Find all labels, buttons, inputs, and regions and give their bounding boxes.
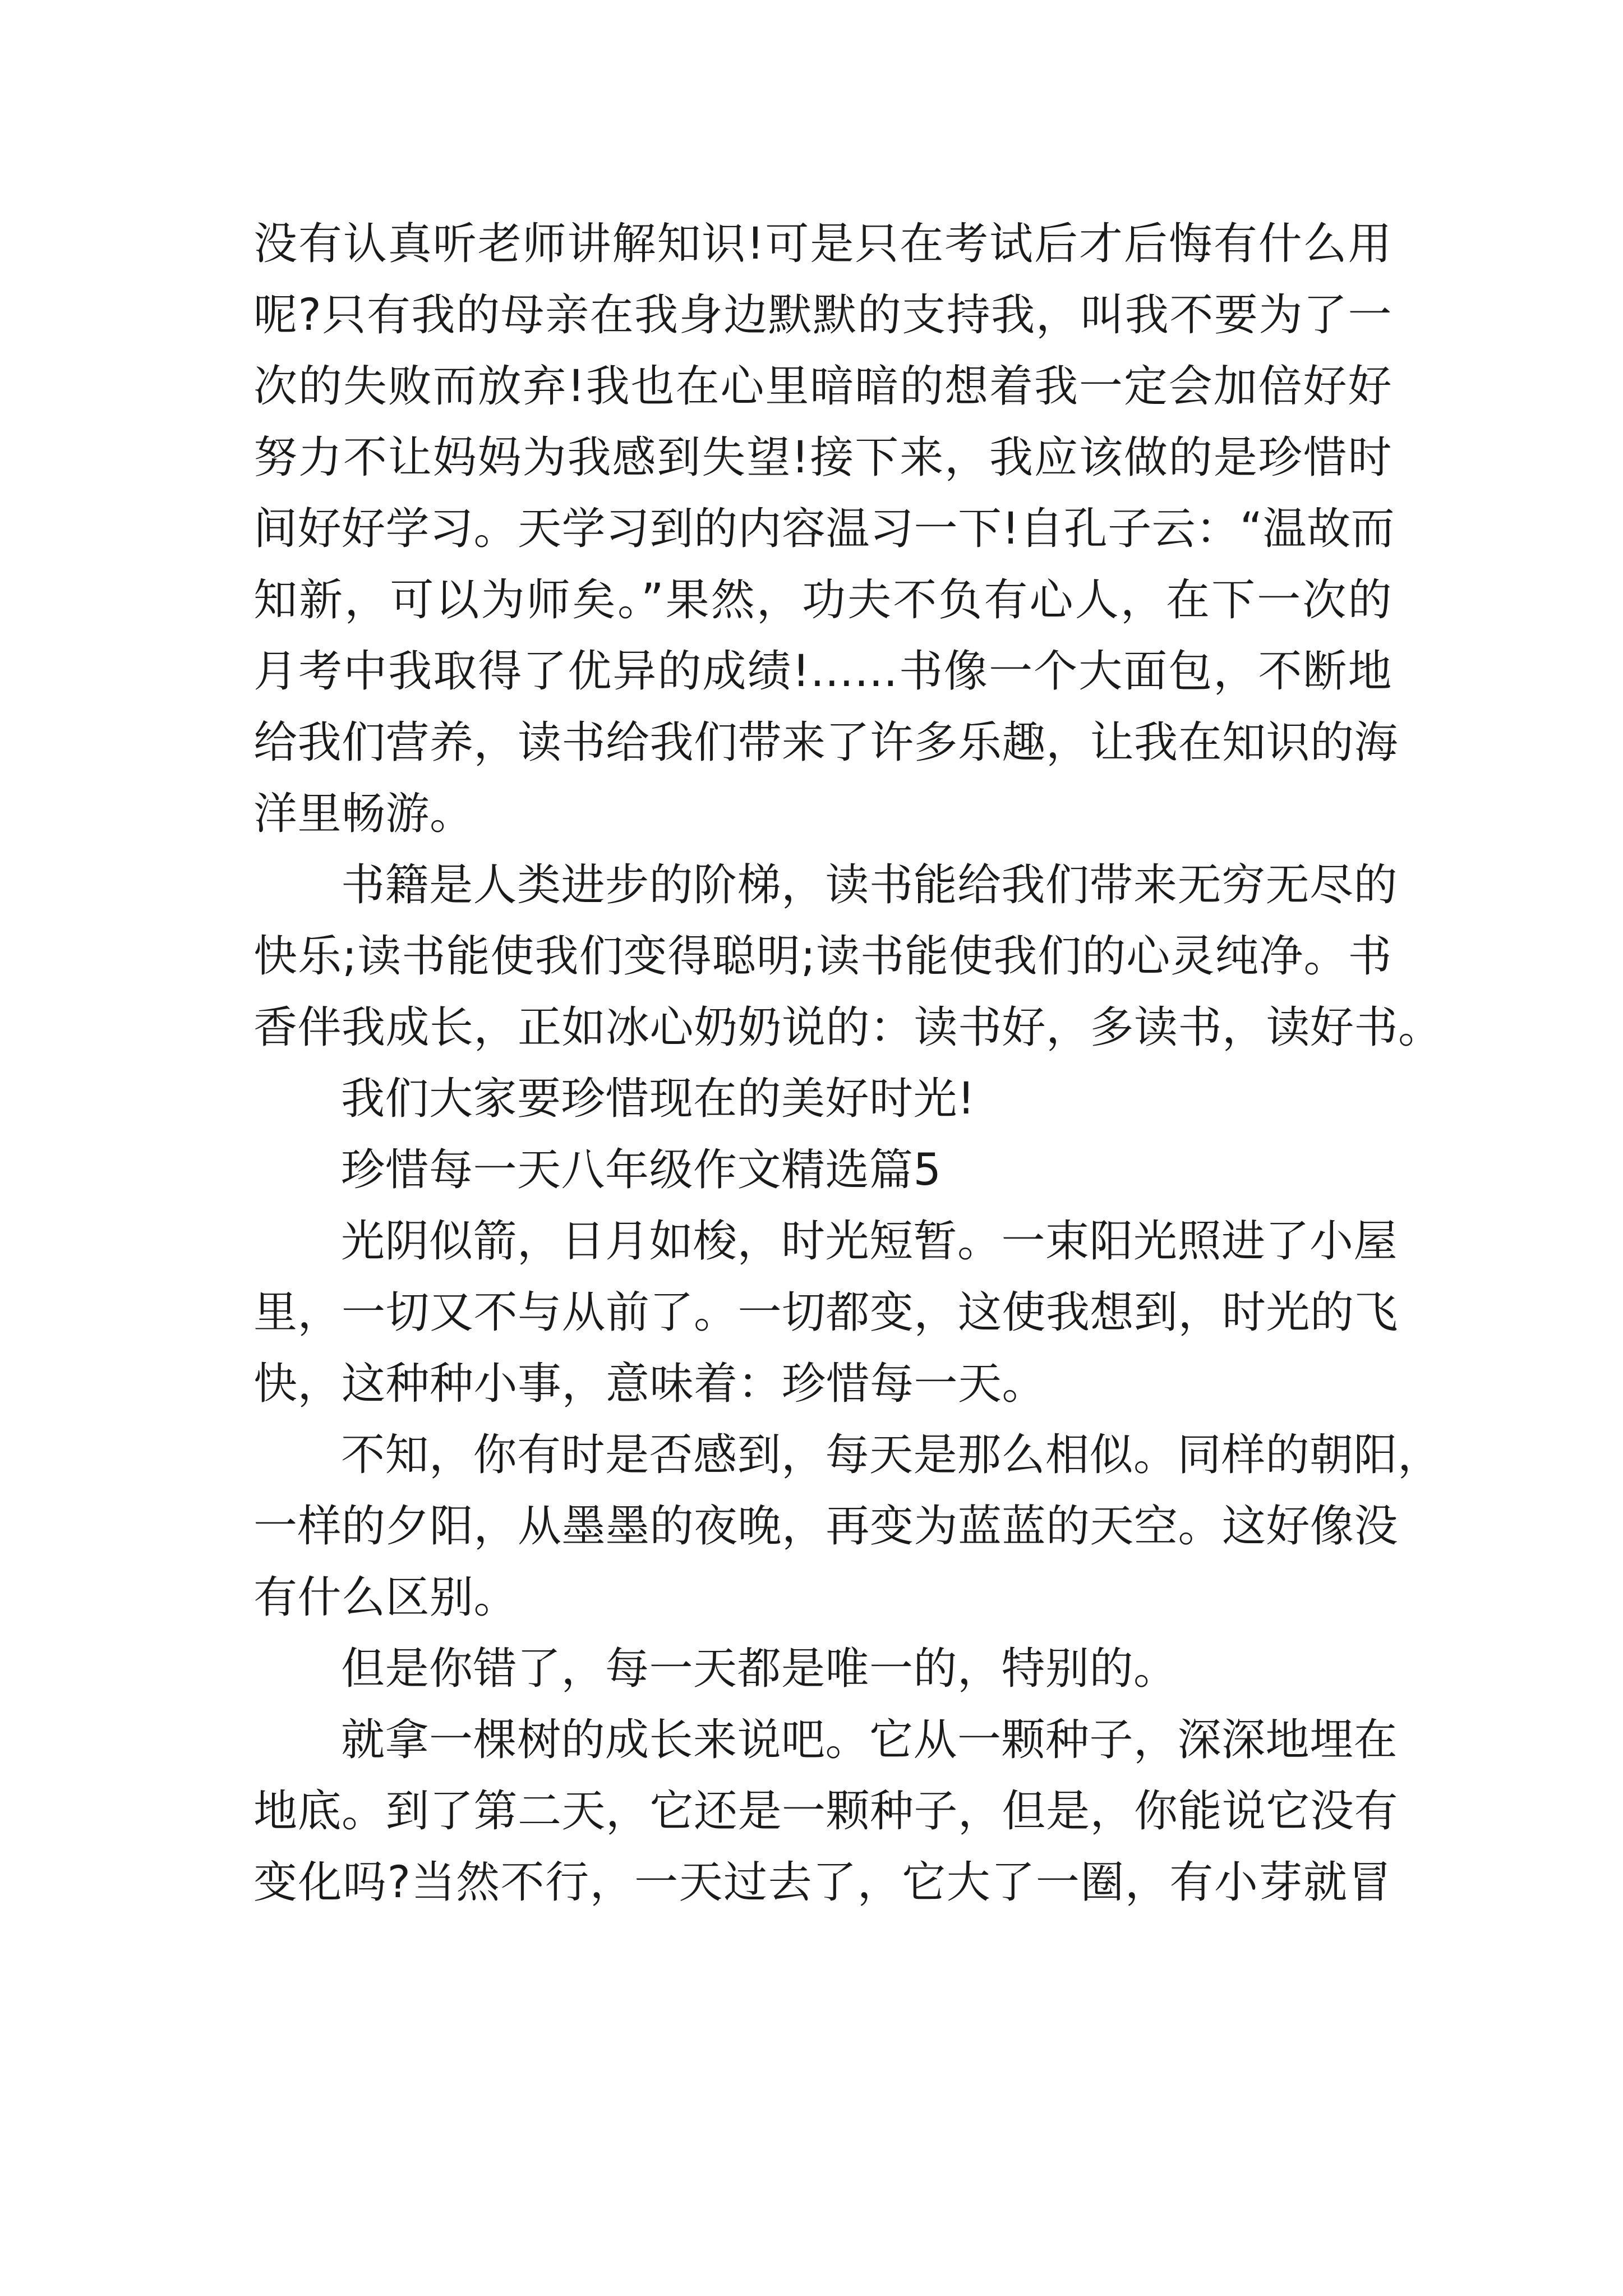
text-line: 给我们营养，读书给我们带来了许多乐趣，让我在知识的海 [253, 717, 1399, 768]
paragraph-first-line: 不知，你有时是否感到，每天是那么相似。同样的朝阳， [341, 1430, 1442, 1480]
text-line: 洋里畅游。 [253, 789, 474, 839]
section-heading: 珍惜每一天八年级作文精选篇5 [341, 1145, 942, 1195]
text-line: 知新，可以为师矣。”果然，功夫不负有心人，在下一次的 [253, 575, 1392, 625]
text-line: 香伴我成长，正如冰心奶奶说的：读书好，多读书，读好书。 [253, 1002, 1442, 1053]
text-line: 一样的夕阳，从墨墨的夜晚，再变为蓝蓝的天空。这好像没 [253, 1501, 1399, 1552]
text-line: 有什么区别。 [253, 1572, 518, 1623]
text-line: 快乐;读书能使我们变得聪明;读书能使我们的心灵纯净。书 [253, 931, 1392, 982]
text-line: 没有认真听老师讲解知识!可是只在考试后才后悔有什么用 [253, 219, 1392, 269]
body-text [253, 209, 1442, 1918]
text-line: 努力不让妈妈为我感到失望!接下来，我应该做的是珍惜时 [253, 432, 1392, 483]
paragraph-first-line: 就拿一棵树的成长来说吧。它从一颗种子，深深地埋在 [341, 1715, 1398, 1765]
text-line: 呢?只有我的母亲在我身边默默的支持我，叫我不要为了一 [253, 290, 1392, 341]
text-line: 里，一切又不与从前了。一切都变，这使我想到，时光的飞 [253, 1287, 1399, 1338]
text-line: 间好好学习。天学习到的内容温习一下!自孔子云：“温故而 [253, 504, 1395, 554]
text-line: 地底。到了第二天，它还是一颗种子，但是，你能说它没有 [253, 1786, 1399, 1837]
text-line: 月考中我取得了优异的成绩!……书像一个大面包，不断地 [253, 646, 1392, 697]
text-line: 次的失败而放弃!我也在心里暗暗的想着我一定会加倍好好 [253, 361, 1392, 412]
text-line: 变化吗?当然不行，一天过去了，它大了一圈，有小芽就冒 [253, 1857, 1392, 1908]
paragraph-first-line: 书籍是人类进步的阶梯，读书能给我们带来无穷无尽的 [341, 860, 1398, 910]
paragraph-first-line: 但是你错了，每一天都是唯一的，特别的。 [341, 1644, 1178, 1694]
text-line: 快，这种种小事，意味着：珍惜每一天。 [253, 1359, 1046, 1409]
paragraph-first-line: 光阴似箭，日月如梭，时光短暂。一束阳光照进了小屋 [341, 1216, 1398, 1267]
paragraph-first-line: 我们大家要珍惜现在的美好时光! [341, 1074, 975, 1124]
